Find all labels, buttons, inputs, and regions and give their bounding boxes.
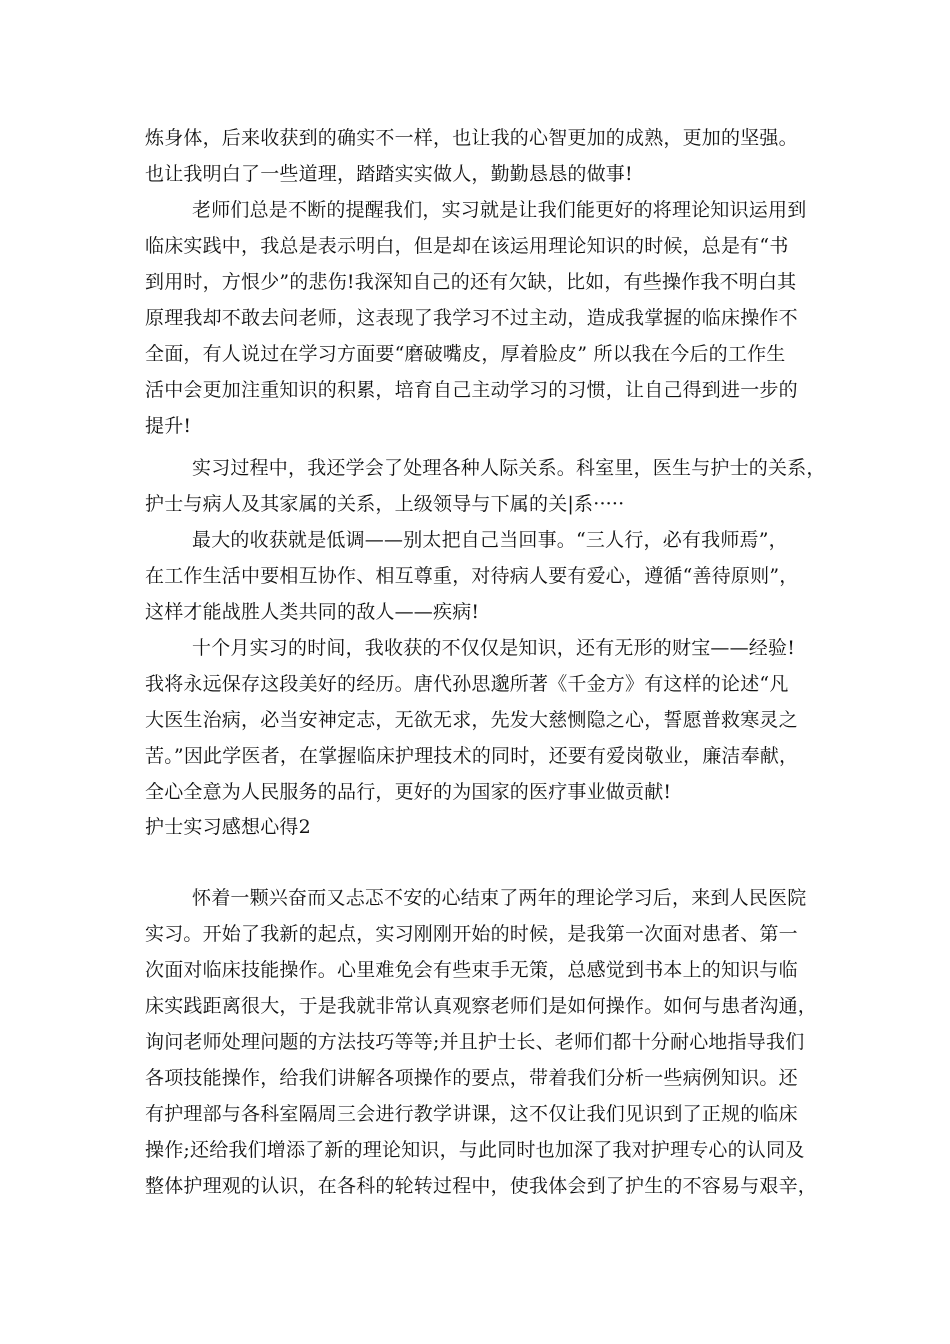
section-heading: 护士实习感想心得2	[145, 816, 311, 838]
paragraph-line: 也让我明白了一些道理，踏踏实实做人，勤勤恳恳的做事!	[145, 163, 633, 185]
paragraph-line: 询问老师处理问题的方法技巧等等;并且护士长、老师们都十分耐心地指导我们	[145, 1031, 805, 1053]
paragraph-line: 这样才能战胜人类共同的敌人——疾病!	[145, 601, 480, 623]
paragraph-line: 全心全意为人民服务的品行，更好的为国家的医疗事业做贡献!	[145, 781, 672, 803]
paragraph-line: 床实践距离很大，于是我就非常认真观察老师们是如何操作。如何与患者沟通，	[145, 995, 818, 1017]
paragraph-line: 有护理部与各科室隔周三会进行教学讲课，这不仅让我们见识到了正规的临床	[145, 1103, 798, 1125]
paragraph-line: 各项技能操作，给我们讲解各项操作的要点，带着我们分析一些病例知识。还	[145, 1067, 798, 1089]
paragraph-line: 护士与病人及其家属的关系，上级领导与下属的关|系·····	[145, 493, 625, 515]
paragraph-line: 在工作生活中要相互协作、相互尊重，对待病人要有爱心，遵循“善待原则”，	[145, 565, 799, 587]
paragraph-first-line: 十个月实习的时间，我收获的不仅仅是知识，还有无形的财宝——经验!	[192, 637, 796, 659]
paragraph-line: 活中会更加注重知识的积累，培育自己主动学习的习惯，让自己得到进一步的	[145, 379, 798, 401]
paragraph-line: 实习。开始了我新的起点，实习刚刚开始的时候，是我第一次面对患者、第一	[145, 923, 798, 945]
paragraph-line: 全面，有人说过在学习方面要“磨破嘴皮，厚着脸皮” 所以我在今后的工作生	[145, 343, 786, 365]
paragraph-first-line: 实习过程中，我还学会了处理各种人际关系。科室里，医生与护士的关系，	[192, 457, 826, 479]
paragraph-first-line: 老师们总是不断的提醒我们，实习就是让我们能更好的将理论知识运用到	[192, 199, 807, 221]
paragraph-first-line: 最大的收获就是低调——别太把自己当回事。“三人行，必有我师焉”，	[192, 529, 788, 551]
paragraph-line: 我将永远保存这段美好的经历。唐代孙思邈所著《千金方》有这样的论述“凡	[145, 673, 789, 695]
paragraph-line: 原理我却不敢去问老师，这表现了我学习不过主动，造成我掌握的临床操作不	[145, 307, 798, 329]
paragraph-line: 提升!	[145, 415, 192, 437]
paragraph-line: 次面对临床技能操作。心里难免会有些束手无策，总感觉到书本上的知识与临	[145, 959, 798, 981]
paragraph-line: 苦。”因此学医者，在掌握临床护理技术的同时，还要有爱岗敬业，廉洁奉献，	[145, 745, 799, 767]
paragraph-line: 到用时，方恨少”的悲伤!我深知自己的还有欠缺，比如，有些操作我不明白其	[145, 271, 797, 293]
paragraph-line: 操作;还给我们增添了新的理论知识，与此同时也加深了我对护理专心的认同及	[145, 1139, 805, 1161]
paragraph-line: 大医生治病，必当安神定志，无欲无求，先发大慈恻隐之心，誓愿普救寒灵之	[145, 709, 798, 731]
paragraph-line: 临床实践中，我总是表示明白，但是却在该运用理论知识的时候，总是有“书	[145, 235, 789, 257]
paragraph-line: 炼身体，后来收获到的确实不一样，也让我的心智更加的成熟，更加的坚强。	[145, 127, 798, 149]
paragraph-line: 整体护理观的认识，在各科的轮转过程中，使我体会到了护生的不容易与艰辛，	[145, 1175, 818, 1197]
paragraph-first-line: 怀着一颗兴奋而又忐忑不安的心结束了两年的理论学习后，来到人民医院	[192, 887, 807, 909]
